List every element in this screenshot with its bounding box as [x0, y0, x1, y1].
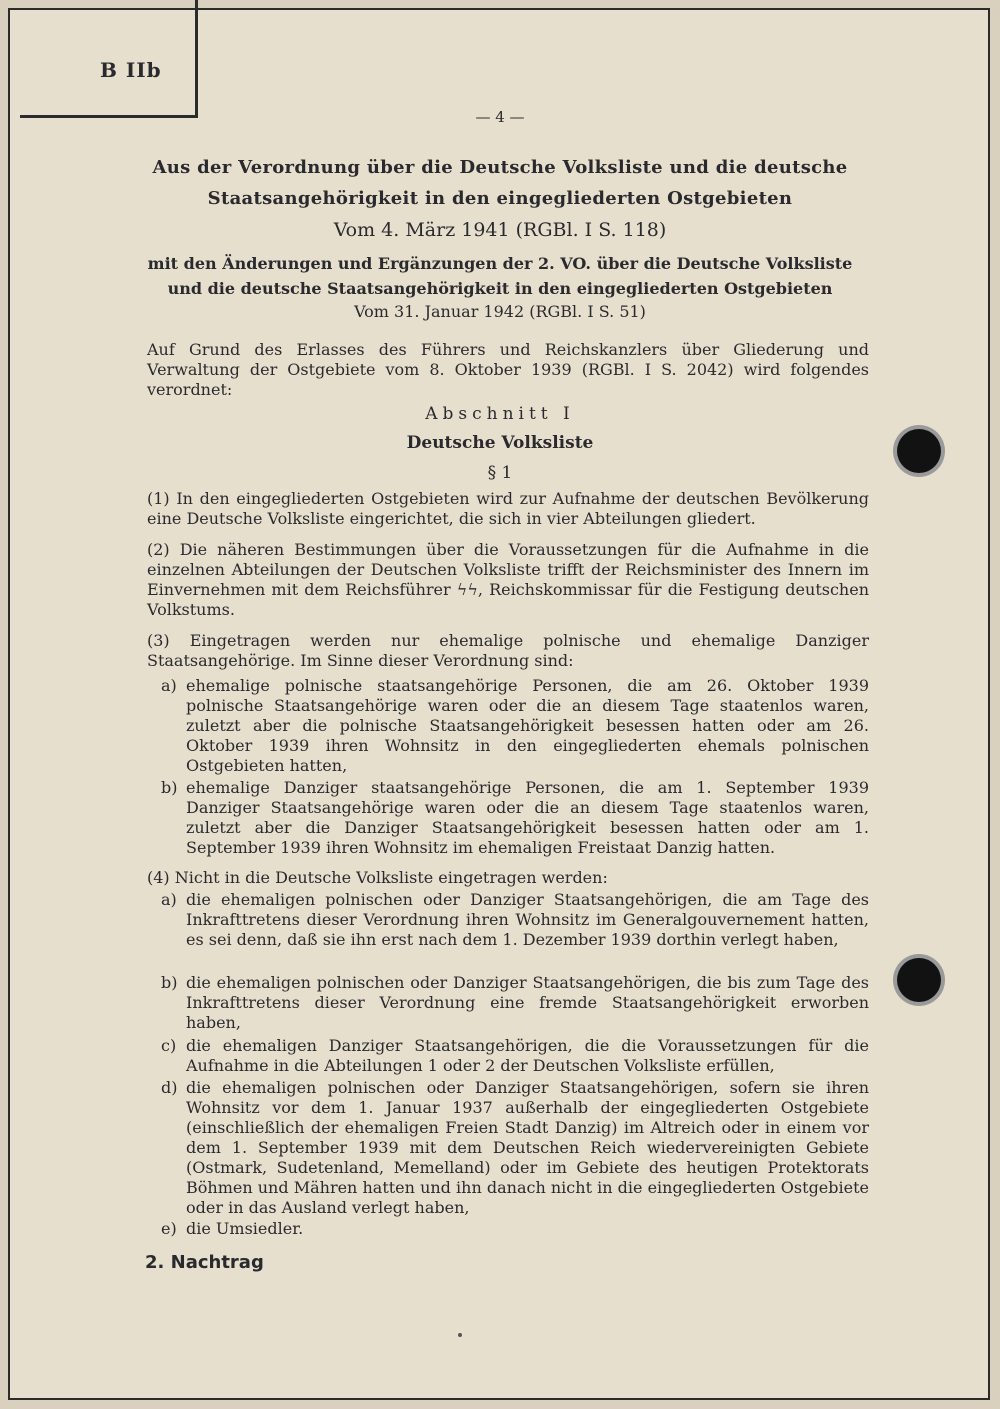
title-amendment-line-2: und die deutsche Staatsangehörigkeit in den eingegliederten Ostgebieten — [167, 279, 833, 298]
punch-hole-icon — [897, 958, 941, 1002]
list-item-text: ehemalige polnische staatsangehörige Personen, die am 26. Oktober 1939 polnische Staatsangehörige waren oder die an diesem Tage staatenlos waren, zuletzt aber die polnische Staatsangehörigkeit besessen hatten oder am 26. Oktober 1939 ihren Wohnsitz in den eingegliederten ehemals polnischen Ostgebieten hatten, — [186, 676, 869, 775]
paper-speck — [458, 1333, 462, 1337]
title-amendment-line-1: mit den Änderungen und Ergänzungen der 2. VO. über die Deutsche Volksliste — [147, 254, 853, 273]
title-date-line: Vom 4. März 1941 (RGBl. I S. 118) — [333, 219, 667, 241]
paragraph-1: (1) In den eingegliederten Ostgebieten wird zur Aufnahme der deutschen Bevölkerung eine Deutsche Volksliste eingerichtet, die sich in vier Abteilungen gliedert. — [147, 489, 869, 528]
list-item-text: ehemalige Danziger staatsangehörige Personen, die am 1. September 1939 Danziger Staatsangehörige waren oder die an diesem Tage staatenlos waren, zuletzt aber die Danziger Staatsangehörigkeit besessen hatten oder am 1. September 1939 ihren Wohnsitz im ehemaligen Freistaat Danzig hatten. — [186, 778, 869, 857]
list-item-text: die ehemaligen polnischen oder Danziger Staatsangehörigen, die am Tage des Inkrafttretens dieser Verordnung ihren Wohnsitz im Generalgouvernement hatten, es sei denn, daß sie ihn erst nach dem 1. Dezember 1939 dorthin verlegt haben, — [186, 890, 869, 949]
list-item — [161, 973, 869, 1033]
section-title: Deutsche Volksliste — [406, 433, 594, 453]
list-marker: a) — [161, 890, 177, 909]
paragraph-2: (2) Die näheren Bestimmungen über die Voraussetzungen für die Aufnahme in die einzelnen Abteilungen der Deutschen Volksliste trifft der Reichsminister des Innern im Einvernehmen mit dem Reichsführer ϟϟ, Reichskommissar für die Festigung deutschen Volkstums. — [147, 540, 869, 619]
list-item-text: die Umsiedler. — [186, 1219, 304, 1238]
list-item — [161, 1078, 869, 1218]
nachtrag-label: 2. Nachtrag — [145, 1252, 264, 1273]
list-item — [161, 1219, 869, 1239]
list-item — [161, 1036, 869, 1076]
title-line-1: Aus der Verordnung über die Deutsche Volksliste und die deutsche — [152, 157, 848, 178]
list-item — [161, 778, 869, 858]
paragraph-sign: § 1 — [487, 463, 513, 483]
page-number: — 4 — — [475, 108, 525, 126]
list-marker: b) — [161, 973, 178, 992]
list-item — [161, 676, 869, 776]
list-marker: d) — [161, 1078, 178, 1097]
list-marker: b) — [161, 778, 178, 797]
list-item — [161, 890, 869, 950]
list-item-text: die ehemaligen Danziger Staatsangehörigen, die die Voraussetzungen für die Aufnahme in die Abteilungen 1 oder 2 der Deutschen Volksliste erfüllen, — [186, 1036, 869, 1075]
list-marker: e) — [161, 1219, 177, 1238]
preamble: Auf Grund des Erlasses des Führers und Reichskanzlers über Gliederung und Verwaltung der Ostgebiete vom 8. Oktober 1939 (RGBl. I S. 2042) wird folgendes verordnet: — [147, 340, 869, 399]
title-line-2: Staatsangehörigkeit in den eingegliederten Ostgebieten — [207, 188, 793, 209]
title-amendment-date: Vom 31. Januar 1942 (RGBl. I S. 51) — [354, 302, 646, 321]
punch-hole-icon — [897, 429, 941, 473]
section-label: Abschnitt I — [425, 404, 575, 424]
paragraph-3: (3) Eingetragen werden nur ehemalige polnische und ehemalige Danziger Staatsangehörige. Im Sinne dieser Verordnung sind: — [147, 631, 869, 670]
list-item-text: die ehemaligen polnischen oder Danziger Staatsangehörigen, sofern sie ihren Wohnsitz vor dem 1. Januar 1937 außerhalb der eingegliederten Ostgebiete (einschließlich der ehemaligen Freien Stadt Danzig) im Altreich oder in einem vor dem 1. September 1939 mit dem Deutschen Reich wiedervereinigten Gebiete (Ostmark, Sudetenland, Memelland) oder im Gebiete des heutigen Protektorats Böhmen und Mähren hatten und ihn danach nicht in die eingegliederten Ostgebiete oder in das Ausland verlegt haben, — [186, 1078, 869, 1217]
list-marker: a) — [161, 676, 177, 695]
list-item-text: die ehemaligen polnischen oder Danziger Staatsangehörigen, die bis zum Tage des Inkrafttretens dieser Verordnung eine fremde Staatsangehörigkeit erworben haben, — [186, 973, 869, 1032]
paragraph-4: (4) Nicht in die Deutsche Volksliste eingetragen werden: — [147, 868, 608, 887]
list-marker: c) — [161, 1036, 177, 1055]
document-tag: B IIb — [100, 58, 162, 82]
